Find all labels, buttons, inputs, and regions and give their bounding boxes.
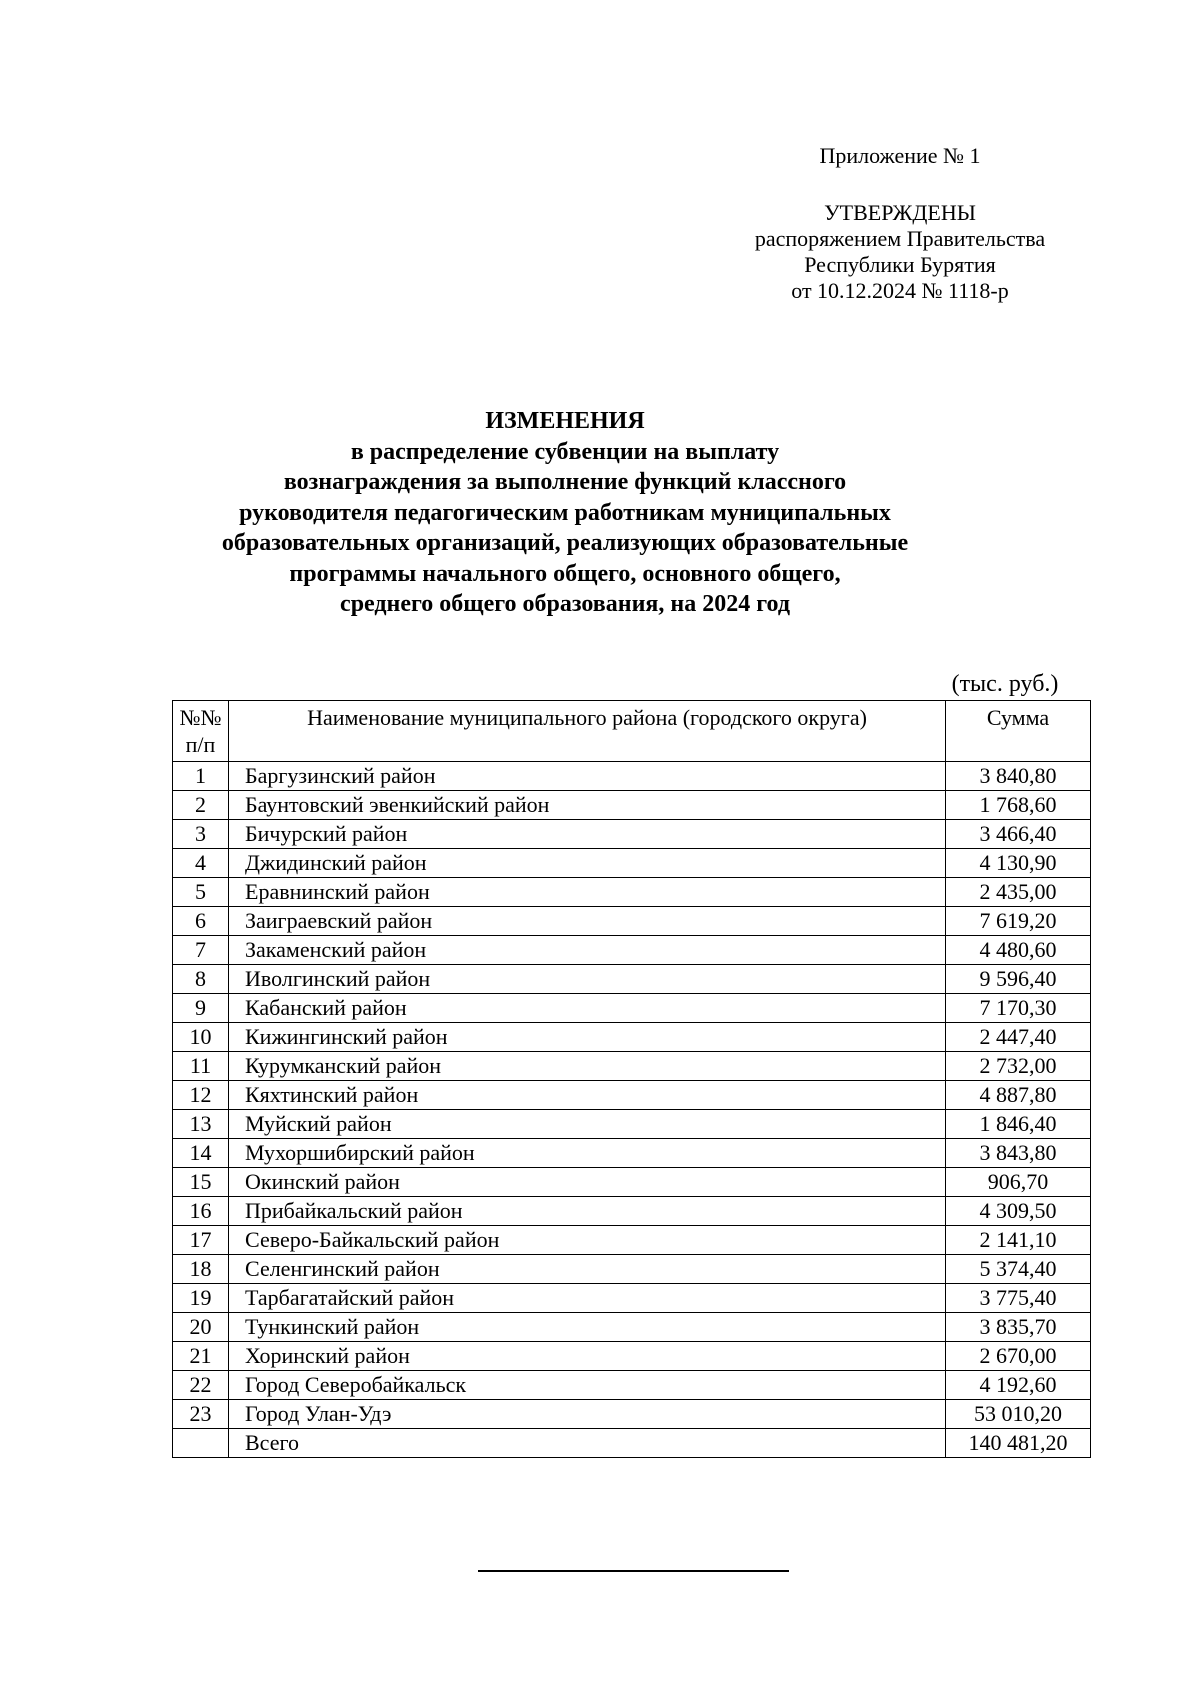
table-total-row xyxy=(173,1429,1091,1458)
cell-district: Тарбагатайский район xyxy=(229,1284,946,1313)
table-row xyxy=(173,1371,1091,1400)
distribution-table xyxy=(172,700,1091,1458)
table-row xyxy=(173,878,1091,907)
cell-district: Заиграевский район xyxy=(229,907,946,936)
table-header-row xyxy=(173,701,1091,762)
cell-district: Баунтовский эвенкийский район xyxy=(229,791,946,820)
approval-line: УТВЕРЖДЕНЫ xyxy=(824,200,976,225)
cell-sum: 3 466,40 xyxy=(946,820,1091,849)
table-row xyxy=(173,1342,1091,1371)
header-sum: Сумма xyxy=(946,701,1091,762)
table-row xyxy=(173,907,1091,936)
cell-sum: 7 170,30 xyxy=(946,994,1091,1023)
cell-district: Северо-Байкальский район xyxy=(229,1226,946,1255)
table-row xyxy=(173,1197,1091,1226)
cell-number: 19 xyxy=(173,1284,229,1313)
table-row xyxy=(173,762,1091,791)
cell-sum: 7 619,20 xyxy=(946,907,1091,936)
cell-number: 6 xyxy=(173,907,229,936)
cell-sum: 3 840,80 xyxy=(946,762,1091,791)
cell-sum: 2 141,10 xyxy=(946,1226,1091,1255)
cell-district: Иволгинский район xyxy=(229,965,946,994)
cell-sum: 3 775,40 xyxy=(946,1284,1091,1313)
cell-number xyxy=(173,1429,229,1458)
cell-district: Кижингинский район xyxy=(229,1023,946,1052)
table-row xyxy=(173,1081,1091,1110)
table-row xyxy=(173,791,1091,820)
header-number-line1: №№ xyxy=(179,705,222,730)
cell-district: Джидинский район xyxy=(229,849,946,878)
approval-line: Республики Бурятия xyxy=(804,252,996,277)
header-name: Наименование муниципального района (городского округа) xyxy=(229,701,946,762)
cell-district: Курумканский район xyxy=(229,1052,946,1081)
cell-district: Город Улан-Удэ xyxy=(229,1400,946,1429)
title-line: среднего общего образования, на 2024 год xyxy=(340,591,790,617)
appendix-label: Приложение № 1 xyxy=(819,143,981,168)
cell-district: Бичурский район xyxy=(229,820,946,849)
cell-sum: 3 843,80 xyxy=(946,1139,1091,1168)
cell-district: Город Северобайкальск xyxy=(229,1371,946,1400)
cell-sum: 906,70 xyxy=(946,1168,1091,1197)
approval-line: от 10.12.2024 № 1118-р xyxy=(791,278,1009,303)
table-row xyxy=(173,965,1091,994)
cell-district: Прибайкальский район xyxy=(229,1197,946,1226)
table-row xyxy=(173,1110,1091,1139)
cell-sum: 1 846,40 xyxy=(946,1110,1091,1139)
cell-sum: 2 670,00 xyxy=(946,1342,1091,1371)
cell-number: 15 xyxy=(173,1168,229,1197)
cell-number: 23 xyxy=(173,1400,229,1429)
cell-district: Тункинский район xyxy=(229,1313,946,1342)
cell-number: 2 xyxy=(173,791,229,820)
cell-number: 22 xyxy=(173,1371,229,1400)
cell-district: Окинский район xyxy=(229,1168,946,1197)
table-row xyxy=(173,1313,1091,1342)
cell-number: 9 xyxy=(173,994,229,1023)
cell-number: 3 xyxy=(173,820,229,849)
title-line: руководителя педагогическим работникам муниципальных xyxy=(239,499,891,526)
approval-line: распоряжением Правительства xyxy=(754,226,1046,251)
cell-number: 18 xyxy=(173,1255,229,1284)
cell-district: Кяхтинский район xyxy=(229,1081,946,1110)
unit-label: (тыс. руб.) xyxy=(951,671,1059,697)
cell-district: Кабанский район xyxy=(229,994,946,1023)
cell-sum: 5 374,40 xyxy=(946,1255,1091,1284)
table-row xyxy=(173,1284,1091,1313)
cell-number: 5 xyxy=(173,878,229,907)
cell-sum: 9 596,40 xyxy=(946,965,1091,994)
cell-number: 4 xyxy=(173,849,229,878)
table-row xyxy=(173,1226,1091,1255)
cell-number: 21 xyxy=(173,1342,229,1371)
table-row xyxy=(173,1255,1091,1284)
cell-district: Еравнинский район xyxy=(229,878,946,907)
table-row xyxy=(173,1139,1091,1168)
table-row xyxy=(173,820,1091,849)
table-body xyxy=(173,762,1091,1458)
cell-number: 14 xyxy=(173,1139,229,1168)
table-row xyxy=(173,1052,1091,1081)
cell-district: Закаменский район xyxy=(229,936,946,965)
cell-sum: 2 732,00 xyxy=(946,1052,1091,1081)
end-divider xyxy=(478,1570,789,1572)
table-row xyxy=(173,994,1091,1023)
cell-sum: 1 768,60 xyxy=(946,791,1091,820)
cell-number: 16 xyxy=(173,1197,229,1226)
title-line: в распределение субвенции на выплату xyxy=(350,438,780,465)
cell-district: Селенгинский район xyxy=(229,1255,946,1284)
cell-sum: 4 480,60 xyxy=(946,936,1091,965)
header-number xyxy=(173,701,229,762)
header-number-line2: п/п xyxy=(185,732,216,757)
cell-district: Муйский район xyxy=(229,1110,946,1139)
cell-sum: 140 481,20 xyxy=(946,1429,1091,1458)
cell-district: Мухоршибирский район xyxy=(229,1139,946,1168)
table-row xyxy=(173,1400,1091,1429)
document-title xyxy=(130,406,1000,620)
cell-sum: 53 010,20 xyxy=(946,1400,1091,1429)
cell-number: 7 xyxy=(173,936,229,965)
cell-district: Всего xyxy=(229,1429,946,1458)
cell-district: Баргузинский район xyxy=(229,762,946,791)
table-row xyxy=(173,936,1091,965)
title-line: программы начального общего, основного общего, xyxy=(289,560,841,587)
cell-number: 17 xyxy=(173,1226,229,1255)
cell-district: Хоринский район xyxy=(229,1342,946,1371)
cell-sum: 4 130,90 xyxy=(946,849,1091,878)
table-row xyxy=(173,1023,1091,1052)
table-row xyxy=(173,849,1091,878)
cell-number: 20 xyxy=(173,1313,229,1342)
table-row xyxy=(173,1168,1091,1197)
cell-number: 8 xyxy=(173,965,229,994)
cell-sum: 3 835,70 xyxy=(946,1313,1091,1342)
cell-number: 12 xyxy=(173,1081,229,1110)
cell-number: 11 xyxy=(173,1052,229,1081)
approval-block xyxy=(700,200,1100,304)
cell-sum: 2 447,40 xyxy=(946,1023,1091,1052)
cell-number: 10 xyxy=(173,1023,229,1052)
cell-number: 13 xyxy=(173,1110,229,1139)
cell-number: 1 xyxy=(173,762,229,791)
cell-sum: 2 435,00 xyxy=(946,878,1091,907)
cell-sum: 4 887,80 xyxy=(946,1081,1091,1110)
title-line: образовательных организаций, реализующих образовательные xyxy=(221,530,909,556)
cell-sum: 4 309,50 xyxy=(946,1197,1091,1226)
title-heading: ИЗМЕНЕНИЯ xyxy=(485,408,645,434)
title-line: вознаграждения за выполнение функций классного xyxy=(283,469,847,495)
cell-sum: 4 192,60 xyxy=(946,1371,1091,1400)
